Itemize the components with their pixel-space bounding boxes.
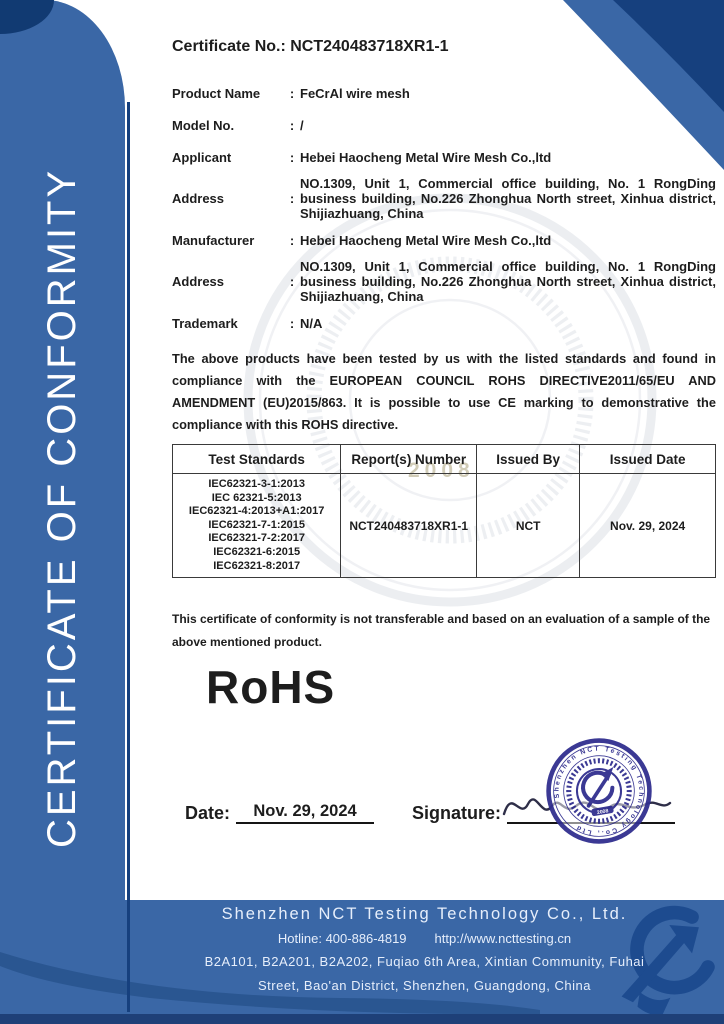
date-label: Date: — [185, 803, 231, 823]
footer-address-line2: Street, Bao'an District, Shenzhen, Guangdong, China — [258, 978, 591, 993]
footer-bottom-strip — [0, 1014, 724, 1024]
field-row-product-name — [172, 86, 716, 102]
date-value: Nov. 29, 2024 — [236, 802, 374, 824]
seal-ring-text: Shenzhen NCT Testing Technology Co., Ltd — [553, 745, 645, 837]
field-value: FeCrAl wire mesh — [300, 86, 410, 101]
standard-item: IEC62321-6:2015 — [213, 545, 301, 558]
standard-item: IEC62321-4:2013+A1:2017 — [188, 505, 325, 518]
footer-website: http://www.ncttesting.cn — [434, 931, 572, 946]
table-header-test-standards: Test Standards — [173, 445, 341, 474]
field-label: Model No. — [172, 118, 235, 133]
footer-texts — [125, 905, 724, 998]
field-colon: : — [289, 316, 295, 331]
field-value: N/A — [300, 316, 323, 331]
field-value: NO.1309, Unit 1, Commercial office building, No. 1 RongDing business building, No.226 Zhonghua North street, Xinhua district, Shijiazhuang, China — [300, 259, 716, 304]
cell-issued-date: Nov. 29, 2024 — [580, 474, 716, 578]
table-header-report-number: Report(s) Number — [341, 445, 477, 474]
footer-address-line1: B2A101, B2A201, B2A202, Fuqiao 6th Area, Xintian Community, Fuhai — [204, 954, 645, 969]
company-seal — [544, 736, 654, 846]
footer-hotline: Hotline: 400-886-4819 — [277, 931, 407, 946]
field-colon: : — [289, 150, 295, 165]
field-colon: : — [289, 191, 295, 206]
rohs-mark: RoHS — [206, 661, 336, 714]
seal-year: 2008 — [596, 808, 609, 817]
field-row-model-no — [172, 118, 716, 134]
field-colon: : — [289, 86, 295, 101]
field-colon: : — [289, 118, 295, 133]
field-colon: : — [289, 233, 295, 248]
field-row-applicant-address — [172, 176, 716, 221]
field-value: Hebei Haocheng Metal Wire Mesh Co.,ltd — [300, 150, 552, 165]
band-divider-line — [127, 102, 130, 1012]
table-header-issued-date: Issued Date — [580, 445, 716, 474]
field-label: Manufacturer — [172, 233, 255, 248]
standard-item: IEC62321-8:2017 — [213, 559, 301, 572]
field-label: Trademark — [172, 316, 238, 331]
field-row-trademark — [172, 316, 716, 332]
cell-test-standards — [173, 474, 341, 578]
field-row-manufacturer-address — [172, 259, 716, 304]
certificate-number-label: Certificate No.: — [172, 38, 286, 55]
certificate-number-value: NCT240483718XR1-1 — [290, 38, 449, 55]
field-label: Applicant — [172, 150, 232, 165]
field-label: Address — [172, 191, 225, 206]
disclaimer-text: This certificate of conformity is not transferable and based on an evaluation of a sample of the above mentioned product. — [172, 612, 711, 650]
standard-item: IEC62321-3-1:2013 — [208, 478, 305, 490]
field-colon: : — [289, 274, 295, 289]
field-label: Address — [172, 274, 225, 289]
table-header-issued-by: Issued By — [477, 445, 580, 474]
watermark-year: 2008 — [408, 459, 475, 482]
standard-item: IEC62321-7-2:2017 — [208, 532, 305, 545]
certificate-body — [172, 38, 716, 714]
cell-report-number: NCT240483718XR1-1 — [341, 474, 477, 578]
field-value: Hebei Haocheng Metal Wire Mesh Co.,ltd — [300, 233, 552, 248]
standard-item: IEC62321-7-1:2015 — [208, 518, 305, 531]
standards-table — [172, 444, 716, 578]
signature-label: Signature: — [412, 803, 502, 823]
field-label: Product Name — [172, 86, 261, 101]
compliance-statement: The above products have been tested by us with the listed standards and found in compliance with the EUROPEAN COUNCIL ROHS DIRECTIVE2011/65/EU AND AMENDMENT (EU)2015/863. It is possible to use CE marking to demonstrative the compliance with this ROHS directive. — [172, 351, 716, 432]
table-row — [173, 474, 716, 578]
certificate-title-vertical: CERTIFICATE OF CONFORMITY — [40, 167, 84, 849]
standard-item: IEC 62321-5:2013 — [211, 491, 302, 504]
field-row-applicant — [172, 150, 716, 166]
field-row-manufacturer — [172, 233, 716, 249]
certificate-number-line — [172, 38, 716, 56]
table-header-row — [173, 445, 716, 474]
field-value: NO.1309, Unit 1, Commercial office building, No. 1 RongDing business building, No.226 Zhonghua North street, Xinhua district, Shijiazhuang, China — [300, 176, 716, 221]
cell-issued-by: NCT — [477, 474, 580, 578]
footer-company: Shenzhen NCT Testing Technology Co., Ltd. — [221, 905, 628, 923]
footer — [0, 900, 724, 1024]
field-value: / — [300, 118, 304, 133]
